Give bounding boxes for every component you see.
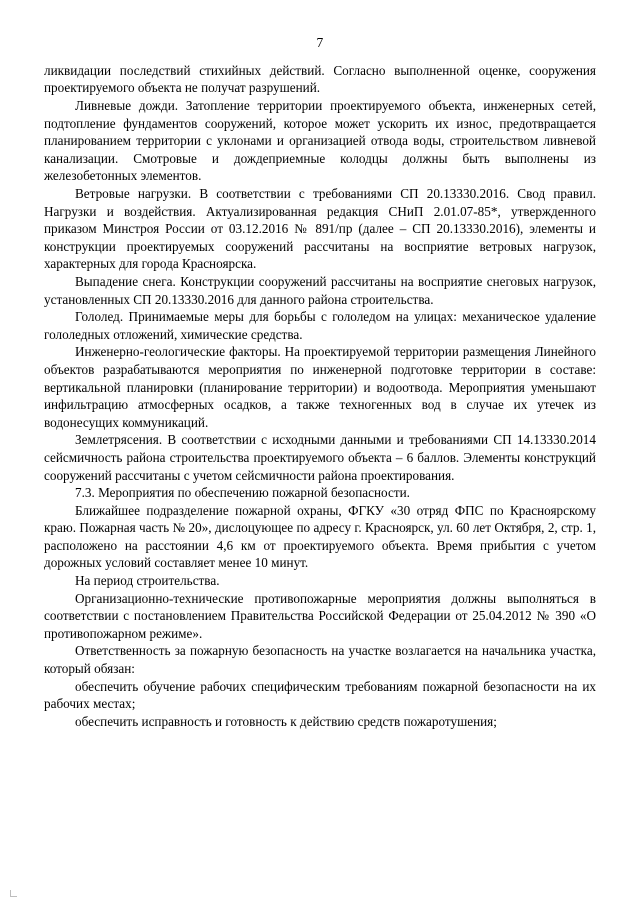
list-item: обеспечить обучение рабочих специфическим требованиям пожарной безопасности на их рабочих местах;: [44, 678, 596, 712]
paragraph: Ближайшее подразделение пожарной охраны, ФГКУ «30 отряд ФПС по Красноярскому краю. Пожарная часть № 20», дислоцующее по адресу г. Красноярск, ул. 60 лет Октября, 2, стр. 1, расположено на расстоянии 4,6 км от проектируемого объекта. Время прибытия с учетом дорожных условий составляет менее 10 минут.: [44, 502, 596, 571]
document-body: [44, 62, 596, 731]
paragraph: Гололед. Принимаемые меры для борьбы с гололедом на улицах: механическое удаление гололедных отложений, химические средства.: [44, 309, 596, 342]
paragraph: Инженерно-геологические факторы. На проектируемой территории размещения Линейного объектов разрабатываются мероприятия по инженерной подготовке территории в составе: вертикальной планировки (планирование территории) и водоотвода. Мероприятия уменьшают инфильтрацию атмосферных осадков, а также техногенных вод в случае их утечек из водонесущих коммуникаций.: [44, 344, 596, 430]
paragraph: На период строительства.: [75, 573, 220, 589]
paragraph: Организационно-технические противопожарные мероприятия должны выполняться в соответствии с постановлением Правительства Российской Федерации от 25.04.2012 № 390 «О противопожарном режиме».: [44, 590, 596, 641]
paragraph: Выпадение снега. Конструкции сооружений рассчитаны на восприятие снеговых нагрузок, установленных СП 20.13330.2016 для данного района строительства.: [44, 273, 596, 307]
paragraph: Ветровые нагрузки. В соответствии с требованиями СП 20.13330.2016. Свод правил. Нагрузки и воздействия. Актуализированная редакция СНиП 2.01.07-85*, утвержденного приказом Минстроя России от 03.12.2016 № 891/пр (далее – СП 20.13330.2016), элементы и конструкции проектируемых сооружений рассчитаны на восприятие ветровых нагрузок, характерных для города Красноярска.: [44, 186, 596, 272]
paragraph: Ответственность за пожарную безопасность на участке возлагается на начальника участка, который обязан:: [44, 643, 596, 677]
paragraph: Землетрясения. В соответствии с исходными данными и требованиями СП 14.13330.2014 сейсмичность района строительства проектируемого объекта – 6 баллов. Элементы конструкций сооружений рассчитаны с учетом сейсмичности района проектирования.: [44, 432, 596, 483]
paragraph: ликвидации последствий стихийных действий. Согласно выполненной оценке, сооружения проектируемого объекта не получат разрушений.: [44, 62, 596, 96]
page-number: 7: [316, 35, 324, 50]
section-heading: 7.3. Мероприятия по обеспечению пожарной безопасности.: [75, 485, 410, 501]
list-item: обеспечить исправность и готовность к действию средств пожаротушения;: [75, 713, 497, 729]
paragraph: Ливневые дожди. Затопление территории проектируемого объекта, инженерных сетей, подтопление фундаментов сооружений, которое может ускорить их износ, предотвращается планированием территории с уклонами и организацией отвода воды, строительством ливневой канализации. Смотровые и дождеприемные колодцы должны быть выполнены из железобетонных элементов.: [44, 98, 596, 184]
corner-mark: [10, 890, 17, 897]
